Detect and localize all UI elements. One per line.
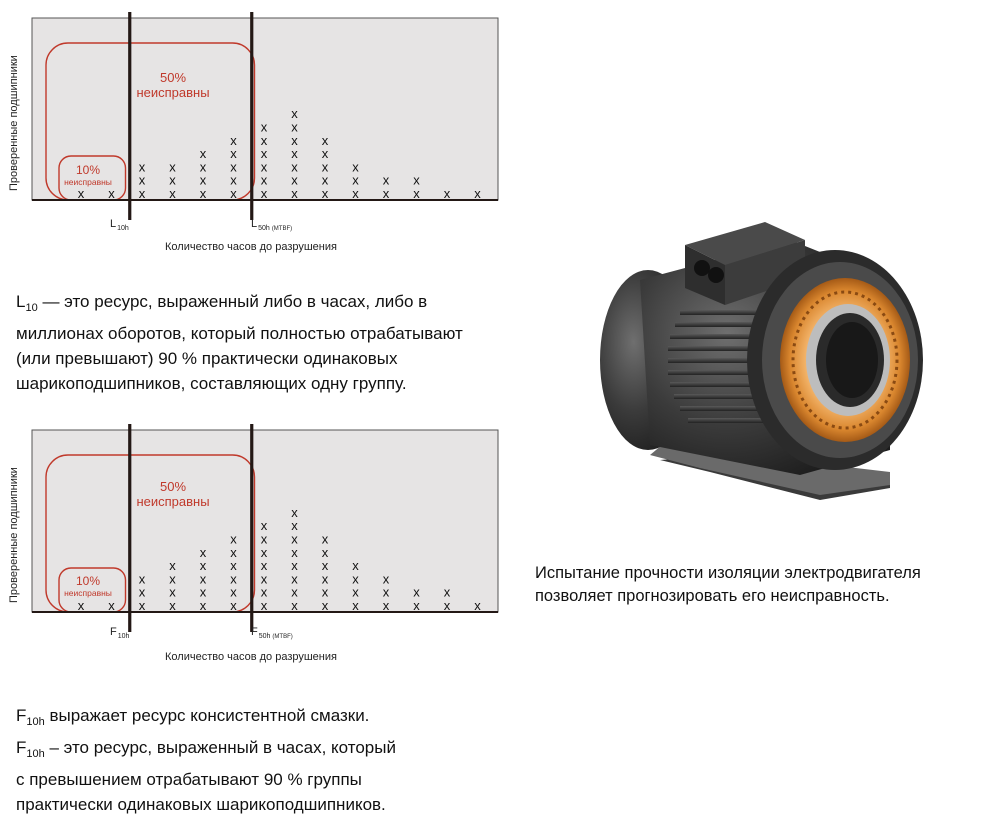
chart-f10-point-c6-r2: x: [230, 584, 237, 600]
chart-l10-point-c7-r6: x: [260, 119, 268, 135]
chart-f10-ylabel: Проверенные подшипники: [8, 467, 20, 603]
motor-caption: Испытание прочности изоляции электродвигателя позволяет прогнозировать его неисправность.: [535, 564, 921, 605]
chart-f10-point-c5-r1: x: [199, 598, 207, 613]
chart-l10-point-c6-r5: x: [230, 132, 237, 148]
chart-f10-point-c10-r2: x: [352, 584, 359, 600]
chart-l10-point-c6-r4: x: [230, 146, 237, 162]
chart-f10-region-10-label: 10% неисправны: [64, 574, 112, 598]
chart-f10-point-c7-r3: x: [260, 571, 268, 587]
chart-l10-point-c7-r3: x: [260, 159, 268, 175]
chart-f10-point-c3-r3: x: [138, 571, 146, 587]
chart-l10-point-c12-r2: x: [413, 172, 420, 188]
chart-f10-point-c10-r1: x: [352, 598, 359, 613]
chart-f10-point-c8-r2: x: [291, 584, 298, 600]
chart-l10-point-c5-r4: x: [199, 146, 207, 162]
chart-f10-point-c8-r7: x: [291, 518, 298, 534]
chart-l10-region-50-label: 50% неисправны: [136, 70, 210, 100]
chart-f10-point-c10-r4: x: [352, 558, 359, 574]
chart-f10-point-c7-r6: x: [260, 531, 268, 547]
chart-f10-point-c5-r2: x: [199, 584, 207, 600]
chart-f10-point-c8-r8: x: [291, 504, 298, 520]
chart-l10-point-c2-r1: x: [108, 186, 115, 201]
chart-f10-point-c9-r4: x: [321, 558, 329, 574]
chart-f10-point-c4-r1: x: [169, 598, 176, 613]
chart-f10-point-c14-r1: x: [474, 598, 481, 613]
chart-f10-point-c3-r1: x: [138, 598, 146, 613]
chart-f10-point-c7-r2: x: [260, 584, 268, 600]
chart-f10-marker-f10-label: $F_{10h}$: [110, 626, 130, 640]
f10-definition-line-3: с превышением отрабатывают 90 % группы: [16, 770, 362, 789]
f10-definition-line-4: практически одинаковых шарикоподшипников.: [16, 795, 386, 814]
chart-f10-point-c6-r1: x: [230, 598, 237, 613]
chart-l10-point-c5-r1: x: [199, 186, 207, 201]
f10-definition-line-2: $F_{10h}$ – это ресурс, выраженный в часах, который: [16, 738, 396, 760]
chart-l10-point-c12-r1: x: [413, 186, 420, 201]
chart-f10-point-c8-r1: x: [291, 598, 298, 613]
chart-f10-point-c4-r3: x: [169, 571, 176, 587]
chart-l10-point-c9-r5: x: [321, 132, 329, 148]
chart-f10-point-c8-r4: x: [291, 558, 298, 574]
chart-l10-plot: [0, 8, 510, 248]
chart-l10-point-c8-r3: x: [291, 159, 298, 175]
chart-l10-point-c8-r6: x: [291, 119, 298, 135]
chart-l10-point-c11-r1: x: [382, 186, 390, 201]
chart-f10-point-c9-r3: x: [321, 571, 329, 587]
f10-definition: [16, 703, 486, 817]
chart-f10-plot: [0, 420, 510, 660]
chart-f10-marker-f50-label: $F_{50h}$ $_{(MTBF)}$: [251, 626, 293, 640]
chart-l10-point-c3-r2: x: [138, 172, 146, 188]
chart-l10-point-c7-r2: x: [260, 172, 268, 188]
chart-l10-point-c13-r1: x: [443, 186, 451, 201]
chart-f10-point-c7-r5: x: [260, 544, 268, 560]
chart-f10-point-c5-r3: x: [199, 571, 207, 587]
chart-f10-point-c8-r5: x: [291, 544, 298, 560]
chart-l10-point-c8-r1: x: [291, 186, 298, 201]
chart-f10-point-c4-r4: x: [169, 558, 176, 574]
chart-l10-point-c9-r1: x: [321, 186, 329, 201]
chart-l10-point-c7-r4: x: [260, 146, 268, 162]
chart-f10-point-c11-r2: x: [382, 584, 390, 600]
chart-f10-point-c9-r1: x: [321, 598, 329, 613]
chart-l10: [0, 8, 510, 253]
chart-f10-point-c5-r5: x: [199, 544, 207, 560]
chart-f10-point-c2-r1: x: [108, 598, 115, 613]
chart-l10-point-c3-r1: x: [138, 186, 146, 201]
chart-f10-point-c11-r1: x: [382, 598, 390, 613]
chart-f10-point-c6-r4: x: [230, 558, 237, 574]
chart-f10-point-c7-r7: x: [260, 518, 268, 534]
chart-f10: [0, 420, 510, 663]
chart-l10-xlabel: Количество часов до разрушения: [165, 241, 337, 253]
chart-f10-point-c9-r6: x: [321, 531, 329, 547]
chart-f10-point-c5-r4: x: [199, 558, 207, 574]
chart-l10-region-10-label: 10% неисправны: [64, 163, 112, 187]
chart-f10-point-c7-r1: x: [260, 598, 268, 613]
chart-f10-point-c12-r2: x: [413, 584, 420, 600]
chart-f10-point-c6-r5: x: [230, 544, 237, 560]
chart-l10-ylabel: Проверенные подшипники: [8, 55, 20, 191]
chart-f10-point-c6-r6: x: [230, 531, 237, 547]
chart-f10-point-c8-r6: x: [291, 531, 298, 547]
chart-f10-point-c12-r1: x: [413, 598, 420, 613]
chart-f10-point-c9-r5: x: [321, 544, 329, 560]
chart-l10-point-c1-r1: x: [77, 186, 85, 201]
chart-l10-point-c7-r1: x: [260, 186, 268, 201]
chart-l10-point-c6-r1: x: [230, 186, 237, 201]
chart-l10-point-c8-r2: x: [291, 172, 298, 188]
chart-f10-point-c13-r1: x: [443, 598, 451, 613]
chart-l10-point-c11-r2: x: [382, 172, 390, 188]
chart-l10-point-c10-r3: x: [352, 159, 359, 175]
chart-f10-point-c8-r3: x: [291, 571, 298, 587]
chart-l10-point-c7-r5: x: [260, 132, 268, 148]
chart-l10-point-c10-r2: x: [352, 172, 359, 188]
f10-definition-line-1: $F_{10h}$ выражает ресурс консистентной смазки.: [16, 706, 370, 728]
chart-f10-point-c10-r3: x: [352, 571, 359, 587]
chart-f10-point-c3-r2: x: [138, 584, 146, 600]
chart-l10-point-c8-r7: x: [291, 106, 298, 122]
l10-definition: $L_{10}$ — это ресурс, выраженный либо в часах, либо в миллионах оборотов, который полностью отрабатывают (или превышают) 90 % практически одинаковых шарикоподшипников, составляющих одну группу.: [16, 292, 463, 393]
chart-l10-point-c8-r4: x: [291, 146, 298, 162]
chart-l10-marker-l10-label: $L_{10h}$: [110, 218, 129, 232]
chart-f10-region-50-label: 50% неисправны: [136, 479, 210, 509]
chart-l10-point-c9-r3: x: [321, 159, 329, 175]
chart-l10-point-c4-r2: x: [169, 172, 176, 188]
chart-l10-point-c9-r2: x: [321, 172, 329, 188]
chart-l10-point-c3-r3: x: [138, 159, 146, 175]
chart-f10-point-c7-r4: x: [260, 558, 268, 574]
chart-l10-point-c6-r3: x: [230, 159, 237, 175]
chart-f10-point-c4-r2: x: [169, 584, 176, 600]
chart-f10-point-c13-r2: x: [443, 584, 451, 600]
chart-l10-point-c4-r1: x: [169, 186, 176, 201]
chart-l10-point-c5-r2: x: [199, 172, 207, 188]
chart-f10-point-c9-r2: x: [321, 584, 329, 600]
electric-motor-illustration: [590, 210, 940, 510]
chart-l10-point-c14-r1: x: [474, 186, 481, 201]
chart-f10-point-c6-r3: x: [230, 571, 237, 587]
chart-l10-point-c5-r3: x: [199, 159, 207, 175]
chart-f10-xlabel: Количество часов до разрушения: [165, 651, 337, 663]
chart-l10-point-c10-r1: x: [352, 186, 359, 201]
chart-l10-point-c8-r5: x: [291, 132, 298, 148]
chart-f10-point-c11-r3: x: [382, 571, 390, 587]
chart-l10-marker-l50-label: $L_{50h}$ $_{(MTBF)}$: [251, 218, 293, 232]
chart-l10-point-c4-r3: x: [169, 159, 176, 175]
chart-f10-point-c1-r1: x: [77, 598, 85, 613]
chart-l10-point-c9-r4: x: [321, 146, 329, 162]
chart-l10-point-c6-r2: x: [230, 172, 237, 188]
